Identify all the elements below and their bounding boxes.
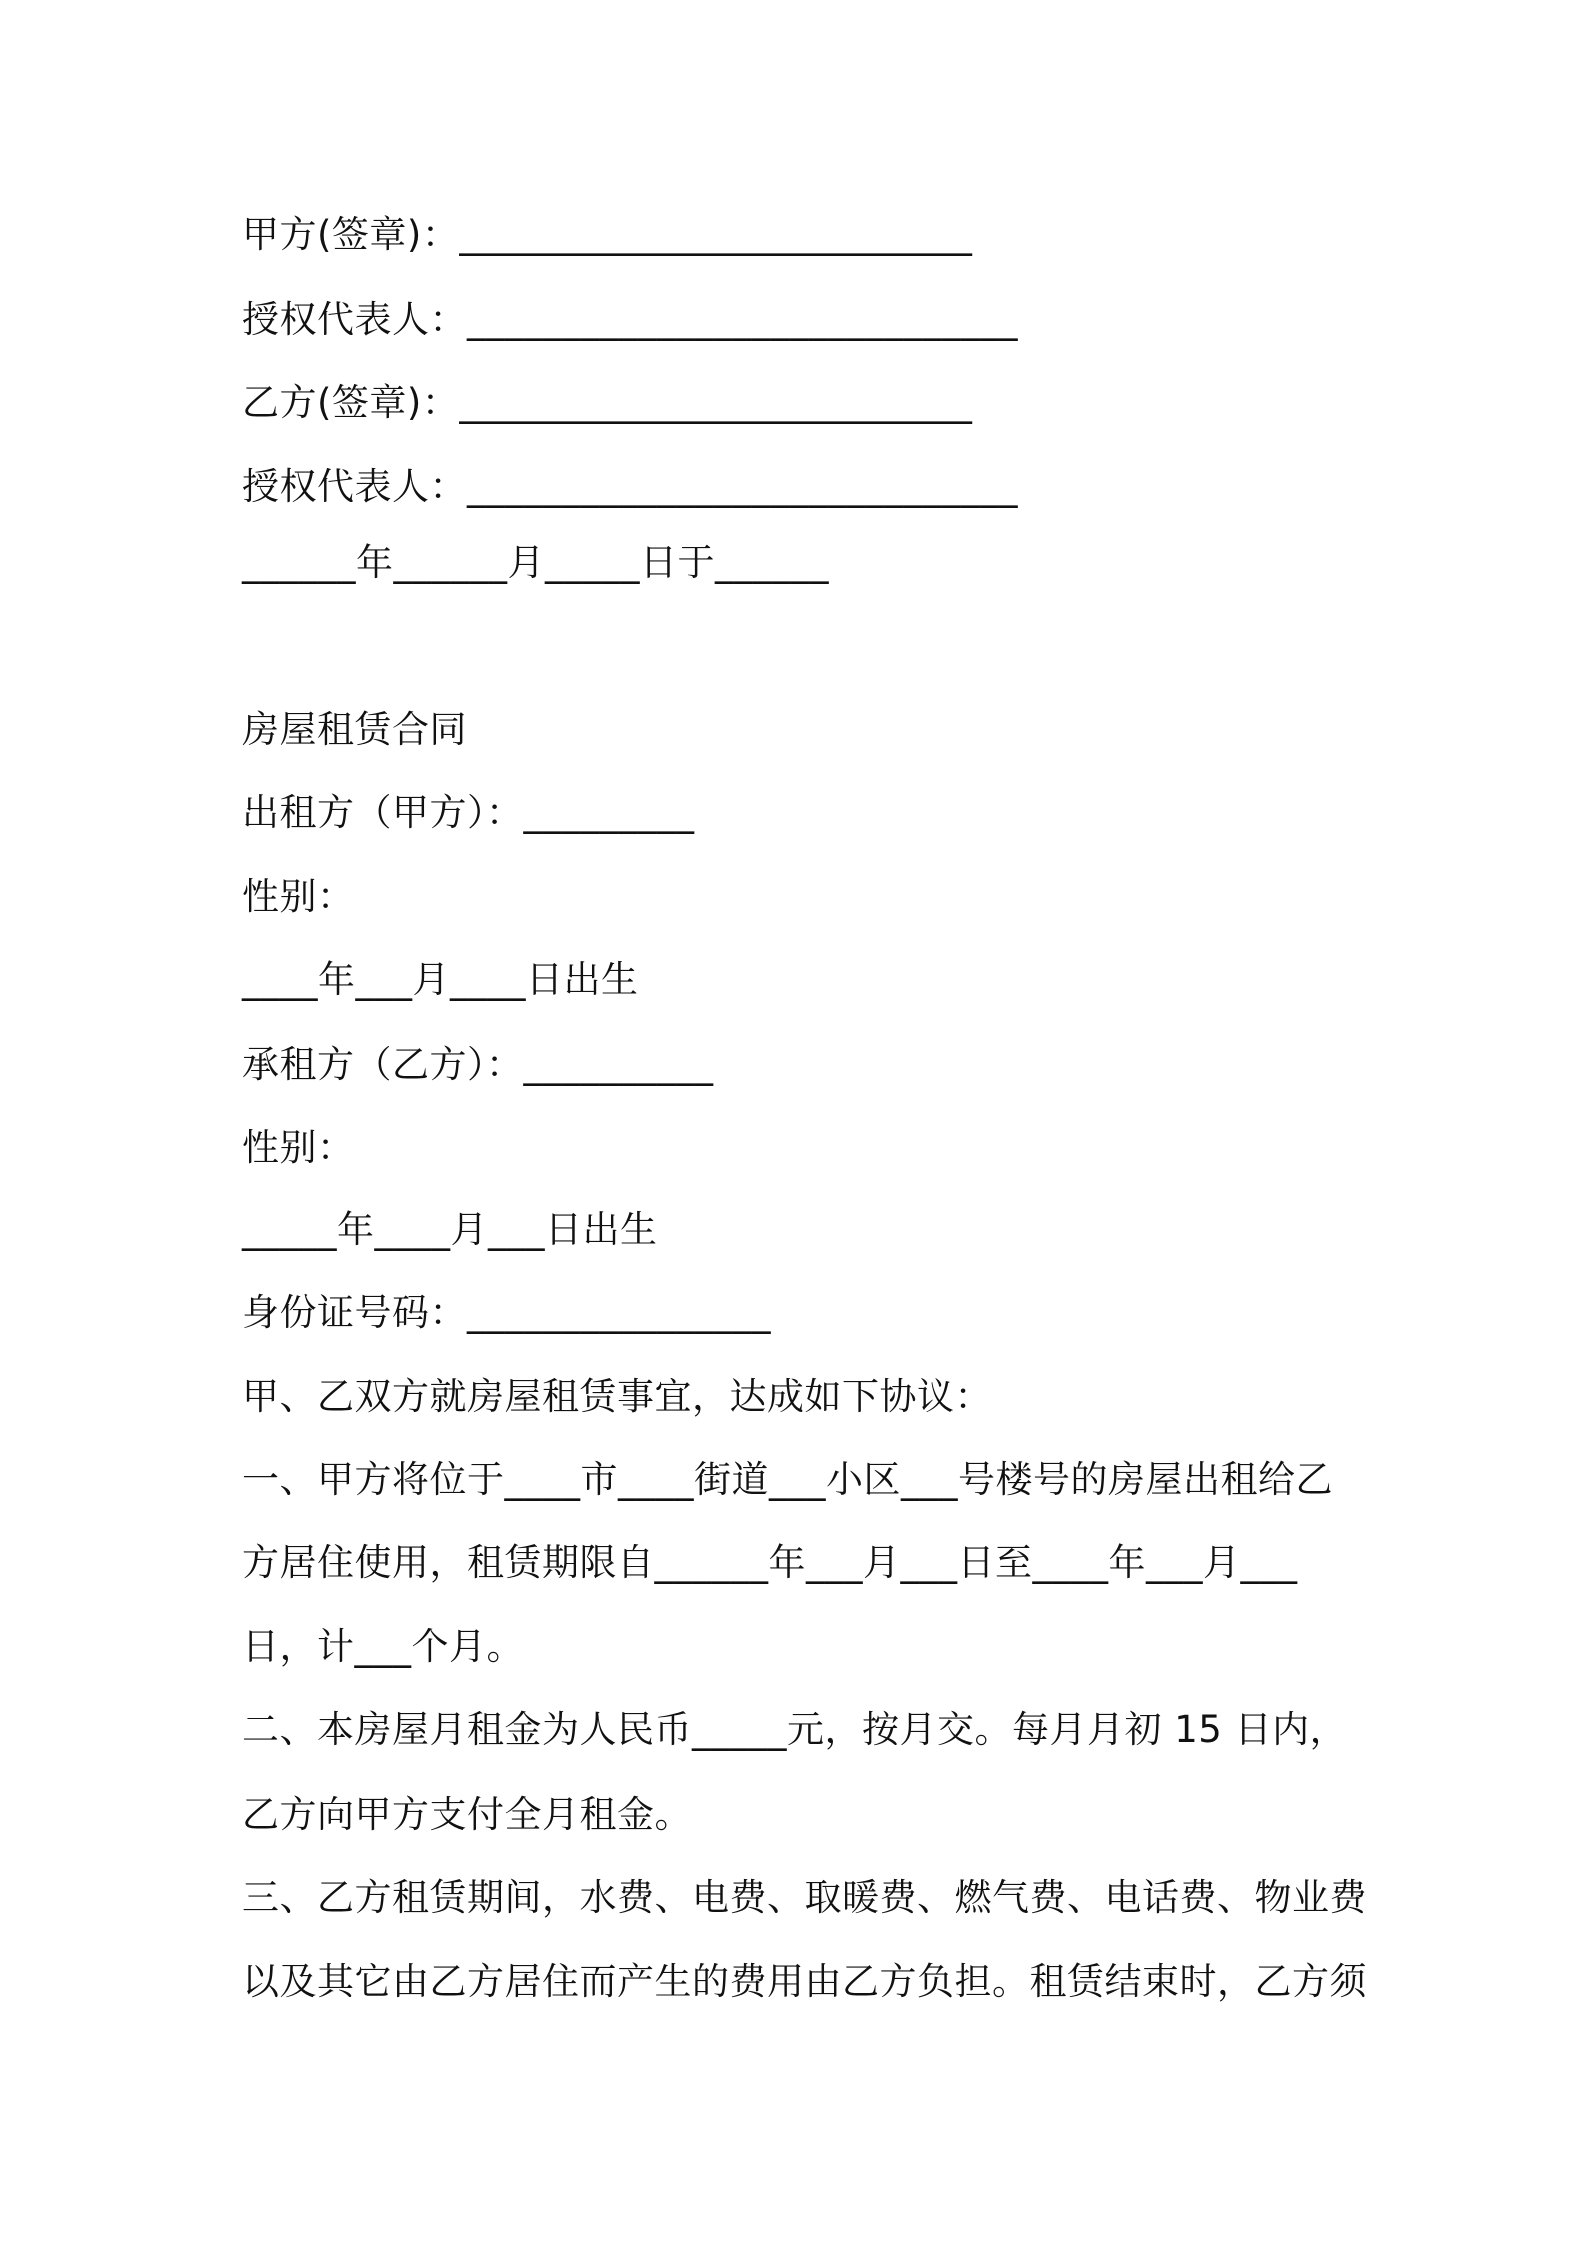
lessee-birth-line: _____年____月___日出生 xyxy=(242,1208,658,1251)
signing-date-line: ______年______月_____日于______ xyxy=(242,541,829,584)
clause-1-line-2: 方居住使用，租赁期限自______年___月___日至____年___月___ xyxy=(242,1541,1298,1584)
clause-1-line-1: 一、甲方将位于____市____街道___小区___号楼号的房屋出租给乙 xyxy=(242,1458,1333,1501)
lessor-line: 出租方（甲方）：_________ xyxy=(242,791,695,834)
lessor-gender-line: 性别： xyxy=(242,875,355,918)
agreement-intro: 甲、乙双方就房屋租赁事宜，达成如下协议： xyxy=(242,1375,992,1418)
lessor-birth-line: ____年___月____日出生 xyxy=(242,958,639,1001)
lessee-gender-line: 性别： xyxy=(242,1126,355,1169)
party-b-signature-line: 乙方(签章)：___________________________ xyxy=(242,381,973,424)
clause-1-line-3: 日，计___个月。 xyxy=(242,1625,524,1668)
party-a-representative-line: 授权代表人：_____________________________ xyxy=(242,298,1018,341)
clause-3-line-2: 以及其它由乙方居住而产生的费用由乙方负担。租赁结束时，乙方须 xyxy=(242,1960,1367,2003)
id-number-line: 身份证号码：________________ xyxy=(242,1291,771,1334)
party-a-signature-line: 甲方(签章)：___________________________ xyxy=(242,213,973,256)
contract-title: 房屋租赁合同 xyxy=(242,708,467,751)
party-b-representative-line: 授权代表人：_____________________________ xyxy=(242,465,1018,508)
clause-3-line-1: 三、乙方租赁期间，水费、电费、取暖费、燃气费、电话费、物业费 xyxy=(242,1876,1367,1919)
clause-2-line-1: 二、本房屋月租金为人民币_____元，按月交。每月月初 15 日内， xyxy=(242,1708,1348,1751)
clause-2-line-2: 乙方向甲方支付全月租金。 xyxy=(242,1793,692,1836)
lessee-line: 承租方（乙方）：__________ xyxy=(242,1043,714,1086)
